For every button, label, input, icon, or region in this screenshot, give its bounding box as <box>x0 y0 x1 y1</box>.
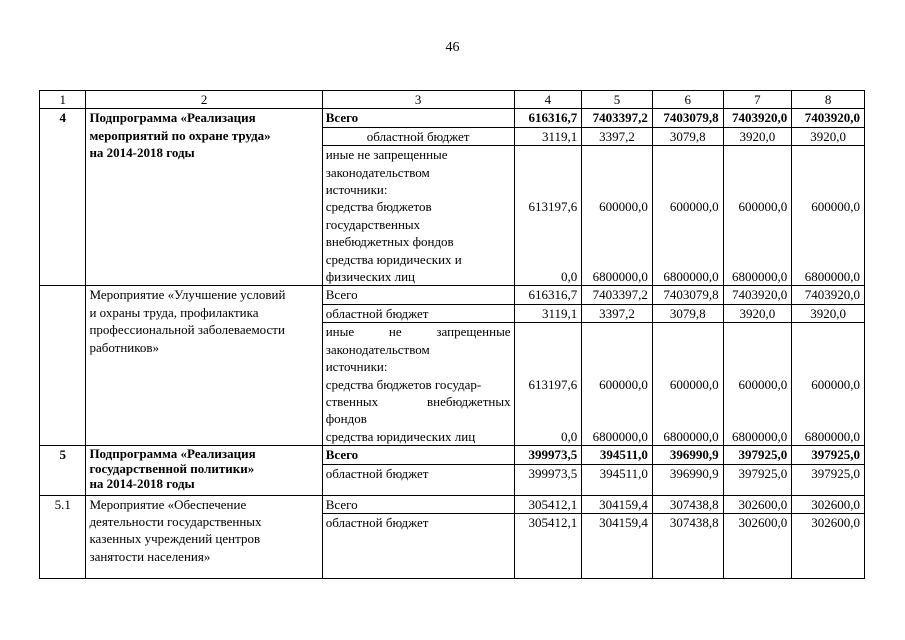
value-cell: 394511,0 <box>582 446 653 464</box>
source-label-other: иные не запрещенные законодательством источники: средства бюджетов государ- ственных внебюджетных фондов средства юридических лиц <box>322 323 514 446</box>
source-label: Всего <box>322 286 514 304</box>
value-cell: 396990,9 <box>652 446 723 464</box>
value-cell: 394511,0 <box>582 464 653 495</box>
table-row <box>40 495 865 513</box>
value-cell: 616316,7 <box>514 109 582 127</box>
value-cell: 304159,4 <box>582 513 653 578</box>
column-header-row <box>40 91 865 109</box>
table-row <box>40 109 865 127</box>
value-cell: 7403920,0 <box>723 109 792 127</box>
value-cell-pair: 600000,0 6800000,0 <box>652 146 723 286</box>
value-cell: 3079,8 <box>652 127 723 145</box>
value-cell: 7403920,0 <box>792 109 865 127</box>
col-header: 3 <box>322 91 514 109</box>
value-cell: 616316,7 <box>514 286 582 304</box>
measure-title: Мероприятие «Улучшение условий и охраны труда, профилактика профессиональной заболеваемости работников» <box>86 286 322 446</box>
value-cell: 304159,4 <box>582 495 653 513</box>
measure-title: Мероприятие «Обеспечение деятельности государственных казенных учреждений центров занятости населения» <box>86 495 322 578</box>
value-cell: 397925,0 <box>723 446 792 464</box>
value-cell-pair: 613197,6 0,0 <box>514 323 582 446</box>
value-cell: 3119,1 <box>514 127 582 145</box>
value-cell: 7403920,0 <box>792 286 865 304</box>
value-cell: 397925,0 <box>792 446 865 464</box>
source-label: областной бюджет <box>322 127 514 145</box>
value-cell: 3397,2 <box>582 304 653 322</box>
value-cell: 7403397,2 <box>582 109 653 127</box>
value-cell: 396990,9 <box>652 464 723 495</box>
col-header: 4 <box>514 91 582 109</box>
table-row <box>40 286 865 304</box>
value-cell: 3920,0 <box>723 304 792 322</box>
value-cell: 302600,0 <box>723 513 792 578</box>
source-label: областной бюджет <box>322 464 514 495</box>
col-header: 1 <box>40 91 86 109</box>
value-cell: 399973,5 <box>514 446 582 464</box>
page-number: 46 <box>445 40 460 55</box>
table-row <box>40 446 865 464</box>
value-cell: 305412,1 <box>514 495 582 513</box>
value-cell: 307438,8 <box>652 495 723 513</box>
row-number: 5 <box>40 446 86 495</box>
row-number: 4 <box>40 109 86 286</box>
value-cell: 3920,0 <box>792 127 865 145</box>
value-cell-pair: 600000,0 6800000,0 <box>792 146 865 286</box>
value-cell: 302600,0 <box>723 495 792 513</box>
row-number: 5.1 <box>40 495 86 578</box>
value-cell-pair: 600000,0 6800000,0 <box>652 323 723 446</box>
value-cell: 3920,0 <box>723 127 792 145</box>
value-cell: 7403397,2 <box>582 286 653 304</box>
col-header: 7 <box>723 91 792 109</box>
value-cell: 7403079,8 <box>652 286 723 304</box>
value-cell: 3920,0 <box>792 304 865 322</box>
value-cell: 305412,1 <box>514 513 582 578</box>
col-header: 2 <box>86 91 322 109</box>
source-label: областной бюджет <box>322 513 514 578</box>
col-header: 5 <box>582 91 653 109</box>
value-cell-pair: 613197,6 0,0 <box>514 146 582 286</box>
source-label: Всего <box>322 109 514 127</box>
value-cell: 302600,0 <box>792 513 865 578</box>
row-number <box>40 286 86 446</box>
value-cell-pair: 600000,0 6800000,0 <box>582 146 653 286</box>
source-label-other: иные не запрещенные законодательством источники: средства бюджетов государственных внебюджетных фондов средства юридических и физических лиц <box>322 146 514 286</box>
col-header: 6 <box>652 91 723 109</box>
value-cell: 399973,5 <box>514 464 582 495</box>
value-cell: 3397,2 <box>582 127 653 145</box>
value-cell-pair: 600000,0 6800000,0 <box>723 323 792 446</box>
source-label: областной бюджет <box>322 304 514 322</box>
value-cell-pair: 600000,0 6800000,0 <box>723 146 792 286</box>
budget-table <box>39 90 865 579</box>
value-cell: 7403920,0 <box>723 286 792 304</box>
value-cell-pair: 600000,0 6800000,0 <box>582 323 653 446</box>
value-cell: 3079,8 <box>652 304 723 322</box>
value-cell-pair: 600000,0 6800000,0 <box>792 323 865 446</box>
source-label: Всего <box>322 446 514 464</box>
subprogram-title: Подпрограмма «Реализация государственной политики» на 2014-2018 годы <box>86 446 322 495</box>
subprogram-title: Подпрограмма «Реализация мероприятий по охране труда» на 2014-2018 годы <box>86 109 322 286</box>
source-label: Всего <box>322 495 514 513</box>
value-cell: 7403079,8 <box>652 109 723 127</box>
col-header: 8 <box>792 91 865 109</box>
value-cell: 397925,0 <box>723 464 792 495</box>
value-cell: 302600,0 <box>792 495 865 513</box>
value-cell: 3119,1 <box>514 304 582 322</box>
value-cell: 397925,0 <box>792 464 865 495</box>
value-cell: 307438,8 <box>652 513 723 578</box>
